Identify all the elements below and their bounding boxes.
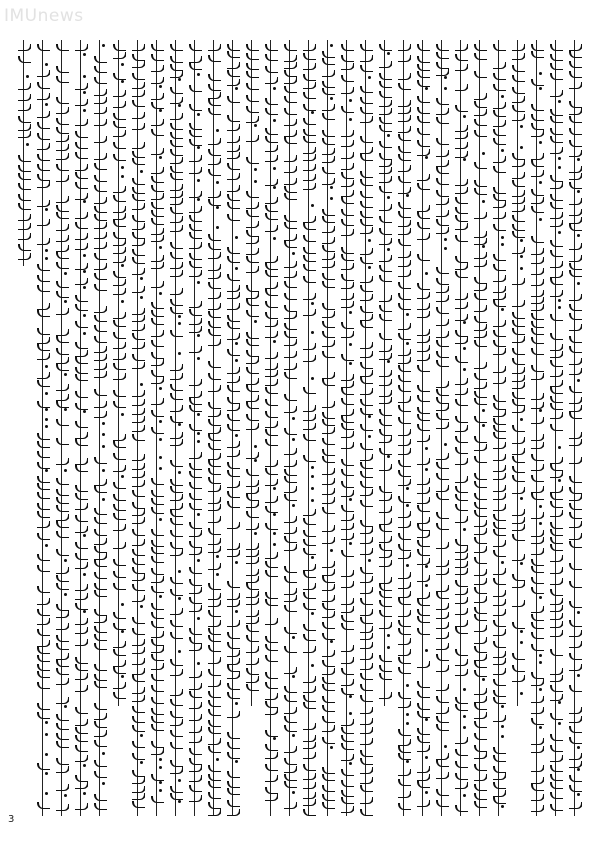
- text-column: [340, 40, 354, 816]
- text-column: [302, 40, 316, 816]
- column-text: [492, 40, 506, 816]
- text-column: [530, 40, 544, 816]
- text-column: [207, 40, 221, 816]
- column-text: [549, 40, 563, 816]
- column-text: [264, 40, 278, 816]
- column-text: [188, 40, 202, 816]
- column-text: [36, 40, 50, 816]
- text-column: [435, 40, 449, 816]
- text-column: [131, 40, 145, 816]
- column-text: [435, 40, 449, 816]
- text-column: [17, 40, 31, 266]
- column-text: [245, 40, 259, 706]
- column-text: [55, 40, 69, 816]
- column-text: [397, 40, 411, 816]
- column-text: [302, 40, 316, 816]
- column-text: [74, 40, 88, 816]
- column-text: [530, 40, 544, 816]
- text-column: [511, 40, 525, 706]
- column-text: [568, 40, 582, 816]
- column-text: [93, 40, 107, 816]
- column-text: [207, 40, 221, 816]
- text-column: [397, 40, 411, 816]
- column-text: [169, 40, 183, 816]
- column-text: [226, 40, 240, 816]
- column-text: [378, 40, 392, 706]
- text-column: [245, 40, 259, 706]
- text-column: [568, 40, 582, 816]
- column-text: [112, 40, 126, 706]
- text-column: [416, 40, 430, 816]
- text-column: [112, 40, 126, 706]
- column-text: [454, 40, 468, 816]
- watermark-logo: IMUnews: [4, 6, 84, 26]
- text-column: [55, 40, 69, 816]
- column-text: [359, 40, 373, 816]
- column-text: [131, 40, 145, 816]
- text-column: [321, 40, 335, 816]
- column-text: [17, 40, 31, 266]
- column-text: [511, 40, 525, 706]
- text-column: [226, 40, 240, 816]
- column-text: [321, 40, 335, 816]
- column-text: [473, 40, 487, 816]
- column-text: [283, 40, 297, 816]
- text-column: [283, 40, 297, 816]
- text-column: [169, 40, 183, 816]
- column-text: [150, 40, 164, 816]
- text-column: [93, 40, 107, 816]
- text-column: [378, 40, 392, 706]
- text-column: [150, 40, 164, 816]
- text-column: [549, 40, 563, 816]
- text-column: [473, 40, 487, 816]
- column-text: [340, 40, 354, 816]
- text-column: [188, 40, 202, 816]
- column-text: [416, 40, 430, 816]
- text-column: [74, 40, 88, 816]
- text-column: [36, 40, 50, 816]
- text-column: [359, 40, 373, 816]
- text-column: [454, 40, 468, 816]
- vertical-text-block: [14, 14, 584, 826]
- text-column: [492, 40, 506, 816]
- text-column: [264, 40, 278, 816]
- page-number: 3: [8, 814, 15, 825]
